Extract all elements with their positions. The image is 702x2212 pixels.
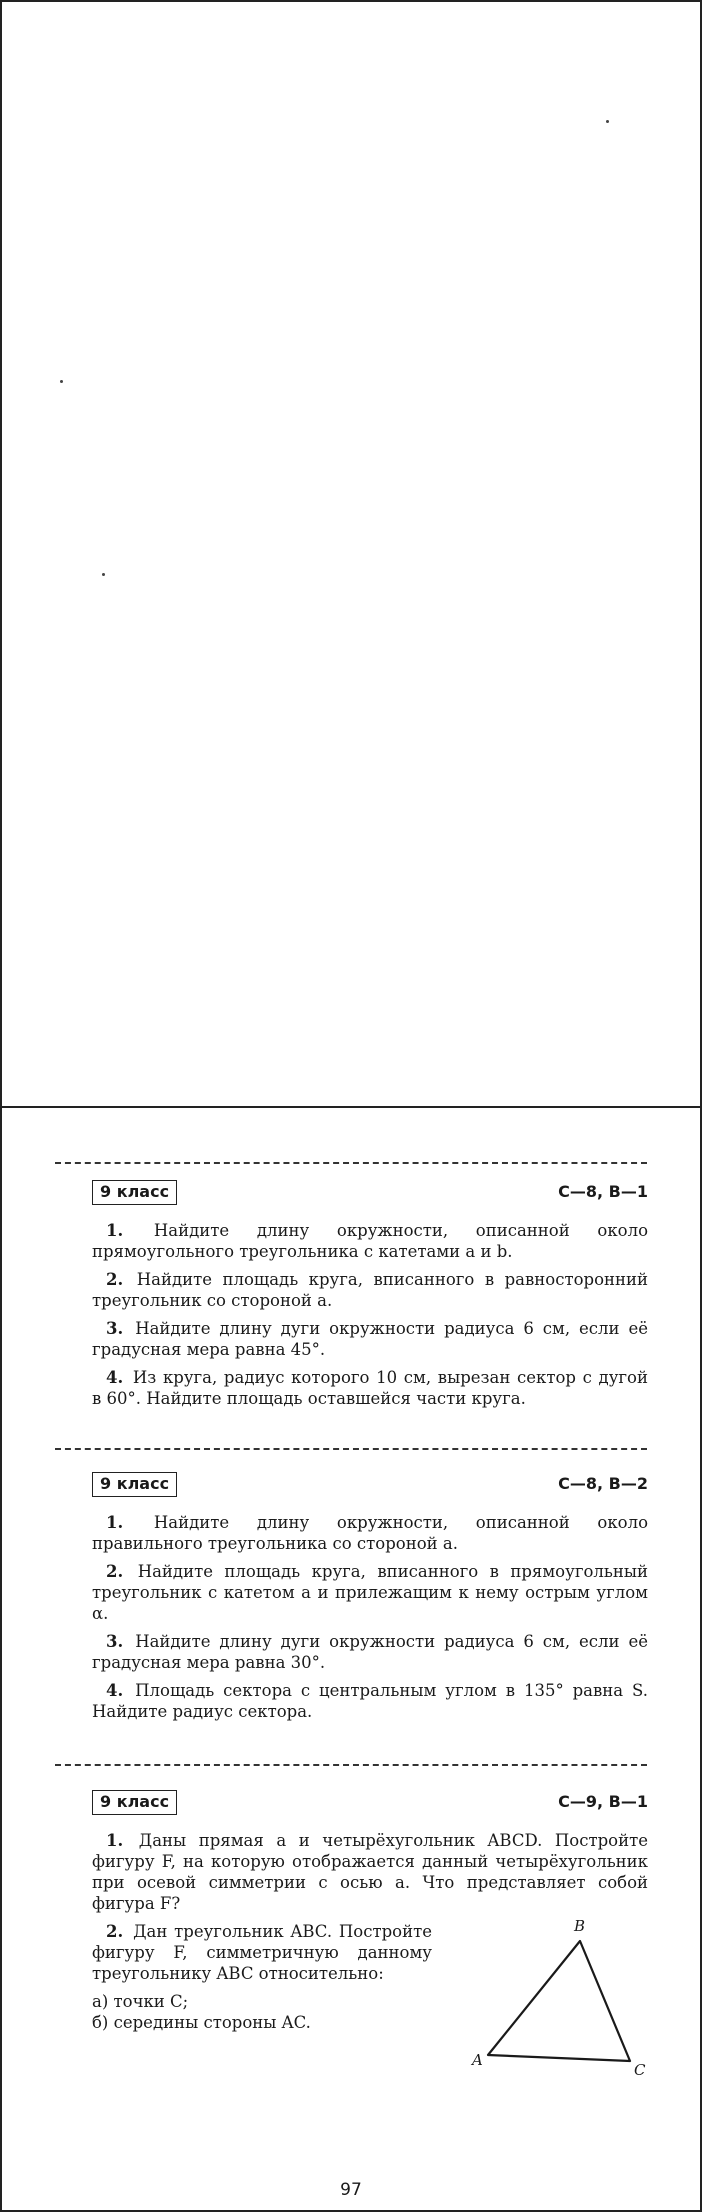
block-header [92, 1790, 648, 1820]
grade-label: 9 класс [92, 1472, 177, 1497]
block-header [92, 1472, 648, 1502]
task-2-with-figure [92, 1917, 648, 2079]
variant-block-c9-v1 [92, 1790, 648, 2079]
scan-speck [60, 380, 63, 383]
task-2: 2. Найдите площадь круга, вписанного в равносторонний треугольник со стороной a. [92, 1270, 648, 1310]
task-2-option-a: а) точки C; [92, 1992, 189, 2011]
variant-block-c8-v1 [92, 1180, 648, 1416]
scan-speck [102, 573, 105, 576]
variant-block-c8-v2 [92, 1472, 648, 1729]
grade-label: 9 класс [92, 1790, 177, 1815]
task-3: 3. Найдите длину дуги окружности радиуса 6 см, если её градусная мера равна 30°. [92, 1632, 648, 1672]
task-1: 1. Найдите длину окружности, описанной около прямоугольного треугольника с катетами a и b. [92, 1221, 648, 1261]
block-header [92, 1180, 648, 1210]
vertex-label-b: B [574, 1917, 586, 1935]
variant-label: С—9, В—1 [558, 1792, 648, 1811]
task-2 [92, 1921, 432, 2033]
cut-line [55, 1448, 647, 1450]
cut-line [55, 1162, 647, 1164]
vertex-label-c: C [634, 2061, 646, 2079]
variant-label: С—8, В—1 [558, 1182, 648, 1201]
task-1: 1. Даны прямая a и четырёхугольник ABCD. Постройте фигуру F, на которую отображается данный четырёхугольник при осевой симметрии с осью a. Что представляет собой фигура F? [92, 1831, 648, 1913]
variant-label: С—8, В—2 [558, 1474, 648, 1493]
cut-line [55, 1764, 647, 1766]
task-4: 4. Площадь сектора с центральным углом в 135° равна S. Найдите радиус сектора. [92, 1681, 648, 1721]
task-4: 4. Из круга, радиус которого 10 см, вырезан сектор с дугой в 60°. Найдите площадь оставшейся части круга. [92, 1368, 648, 1408]
vertex-label-a: A [472, 2051, 483, 2069]
page-number: 97 [340, 2180, 362, 2200]
triangle-abc-figure [436, 1915, 656, 2085]
task-2: 2. Найдите площадь круга, вписанного в прямоугольный треугольник с катетом a и прилежащим к нему острым углом α. [92, 1562, 648, 1623]
task-1: 1. Найдите длину окружности, описанной около правильного треугольника со стороной a. [92, 1513, 648, 1553]
scan-speck [606, 120, 609, 123]
task-2-option-b: б) середины стороны AC. [92, 2013, 311, 2032]
task-3: 3. Найдите длину дуги окружности радиуса 6 см, если её градусная мера равна 45°. [92, 1319, 648, 1359]
task-2-text: 2. Дан треугольник ABC. Постройте фигуру F, симметричную данному треугольнику ABC относительно: [92, 1922, 432, 1983]
triangle-abc [488, 1941, 630, 2061]
grade-label: 9 класс [92, 1180, 177, 1205]
